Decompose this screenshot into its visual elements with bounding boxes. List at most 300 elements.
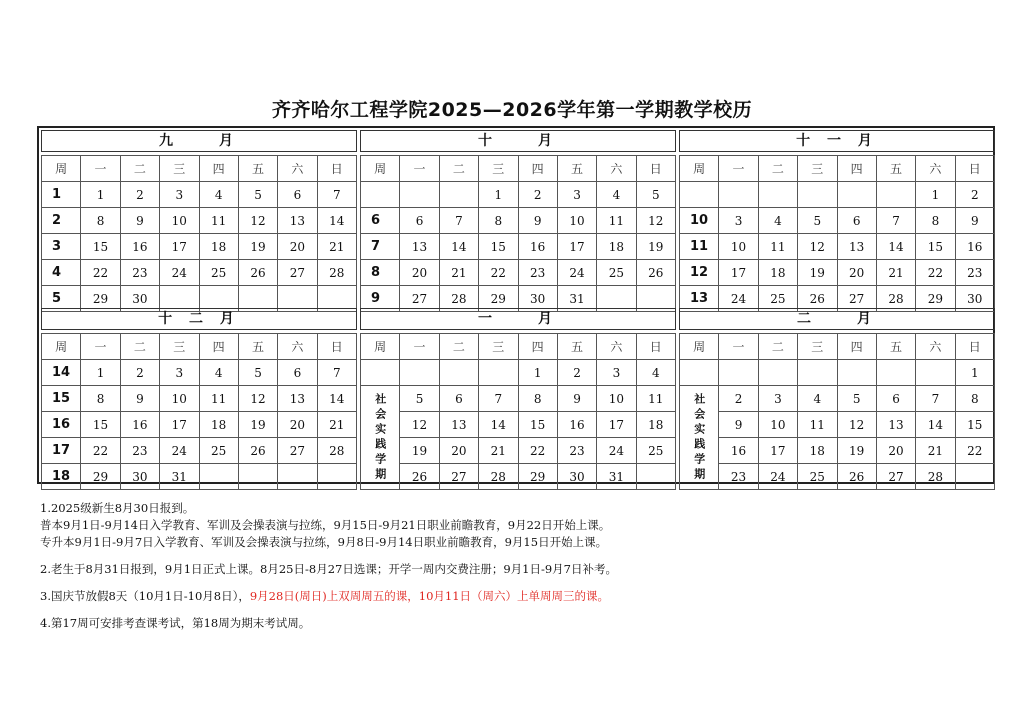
day-cell: 24 — [758, 464, 797, 490]
day-cell — [876, 182, 915, 208]
weekday-header: 二 — [439, 156, 478, 182]
month-block-jan — [358, 306, 678, 484]
note-3 — [40, 588, 1000, 605]
week-row — [42, 360, 357, 386]
day-cell: 28 — [876, 286, 915, 312]
day-cell: 16 — [557, 412, 596, 438]
day-cell: 2 — [719, 386, 758, 412]
day-cell: 15 — [518, 412, 557, 438]
day-cell: 19 — [837, 438, 876, 464]
week-row — [42, 464, 357, 490]
month-header: 十 一 月 — [679, 130, 995, 152]
day-cell: 27 — [278, 260, 317, 286]
weekday-header-row — [680, 334, 995, 360]
day-cell — [719, 182, 758, 208]
day-cell: 30 — [955, 286, 994, 312]
weekday-header: 周 — [361, 334, 400, 360]
day-cell: 15 — [81, 234, 120, 260]
day-cell: 20 — [876, 438, 915, 464]
week-row — [42, 182, 357, 208]
day-cell: 7 — [317, 182, 356, 208]
day-cell: 9 — [955, 208, 994, 234]
day-cell: 21 — [479, 438, 518, 464]
weekday-header: 一 — [400, 334, 439, 360]
day-cell: 20 — [278, 412, 317, 438]
day-cell: 5 — [400, 386, 439, 412]
day-cell: 3 — [597, 360, 636, 386]
day-cell: 12 — [636, 208, 675, 234]
day-cell: 13 — [278, 386, 317, 412]
day-cell: 8 — [479, 208, 518, 234]
day-cell: 26 — [636, 260, 675, 286]
weekday-header: 周 — [42, 334, 81, 360]
month-table — [41, 155, 357, 312]
weekday-header: 日 — [317, 334, 356, 360]
notes — [40, 500, 1000, 632]
day-cell: 7 — [317, 360, 356, 386]
month-block-dec — [39, 306, 359, 484]
weekday-header: 一 — [400, 156, 439, 182]
weekday-header: 一 — [719, 156, 758, 182]
weekday-header: 四 — [199, 156, 238, 182]
day-cell: 19 — [798, 260, 837, 286]
day-cell: 21 — [876, 260, 915, 286]
day-cell: 17 — [160, 234, 199, 260]
day-cell: 2 — [518, 182, 557, 208]
weekday-header: 六 — [278, 334, 317, 360]
weekday-header: 周 — [680, 334, 719, 360]
weekday-header: 五 — [238, 334, 277, 360]
day-cell: 31 — [597, 464, 636, 490]
day-cell: 31 — [160, 464, 199, 490]
day-cell: 21 — [317, 412, 356, 438]
week-number: 15 — [42, 386, 81, 412]
day-cell — [837, 182, 876, 208]
month-block-nov — [677, 128, 997, 306]
day-cell — [758, 360, 797, 386]
weekday-header: 三 — [160, 156, 199, 182]
day-cell: 14 — [916, 412, 955, 438]
day-cell — [439, 360, 478, 386]
day-cell: 14 — [439, 234, 478, 260]
week-number: 6 — [361, 208, 400, 234]
day-cell: 15 — [81, 412, 120, 438]
day-cell: 24 — [160, 438, 199, 464]
day-cell: 11 — [636, 386, 675, 412]
weekday-header: 三 — [479, 334, 518, 360]
week-number: 1 — [42, 182, 81, 208]
weekday-header: 周 — [680, 156, 719, 182]
day-cell: 13 — [439, 412, 478, 438]
note-3-highlight: 9月28日(周日)上双周周五的课，10月11日（周六）上单周周三的课。 — [249, 589, 610, 603]
day-cell — [400, 360, 439, 386]
week-row — [361, 360, 676, 386]
month-header: 一 月 — [360, 308, 676, 330]
week-number: 2 — [42, 208, 81, 234]
day-cell: 30 — [120, 464, 159, 490]
day-cell: 1 — [955, 360, 994, 386]
weekday-header: 六 — [916, 334, 955, 360]
day-cell: 14 — [317, 208, 356, 234]
day-cell: 7 — [876, 208, 915, 234]
day-cell: 12 — [238, 386, 277, 412]
day-cell: 21 — [317, 234, 356, 260]
week-number: 5 — [42, 286, 81, 312]
week-row — [680, 438, 995, 464]
day-cell: 3 — [160, 360, 199, 386]
day-cell: 23 — [120, 438, 159, 464]
weekday-header: 一 — [81, 334, 120, 360]
day-cell: 24 — [557, 260, 596, 286]
week-row — [42, 412, 357, 438]
week-row — [680, 234, 995, 260]
day-cell: 29 — [81, 464, 120, 490]
note-3-text: 3.国庆节放假8天（10月1日-10月8日）， — [40, 589, 250, 603]
day-cell: 17 — [557, 234, 596, 260]
month-header: 九 月 — [41, 130, 357, 152]
note-2: 2.老生于8月31日报到，9月1日正式上课。8月25日-8月27日选课；开学一周内交费注册；9月1日-9月7日补考。 — [40, 562, 617, 576]
day-cell: 13 — [876, 412, 915, 438]
day-cell: 29 — [81, 286, 120, 312]
day-cell: 9 — [518, 208, 557, 234]
day-cell: 24 — [719, 286, 758, 312]
day-cell: 18 — [758, 260, 797, 286]
day-cell: 27 — [876, 464, 915, 490]
day-cell: 15 — [955, 412, 994, 438]
weekday-header: 五 — [876, 156, 915, 182]
day-cell — [955, 464, 994, 490]
day-cell: 11 — [798, 412, 837, 438]
weekday-header: 二 — [758, 334, 797, 360]
day-cell: 16 — [955, 234, 994, 260]
day-cell: 26 — [238, 260, 277, 286]
day-cell: 17 — [719, 260, 758, 286]
day-cell: 26 — [238, 438, 277, 464]
month-table — [41, 333, 357, 490]
day-cell: 14 — [876, 234, 915, 260]
week-row — [680, 412, 995, 438]
day-cell: 3 — [557, 182, 596, 208]
weekday-header-row — [42, 334, 357, 360]
weekday-header: 三 — [798, 156, 837, 182]
day-cell: 8 — [81, 386, 120, 412]
week-number: 13 — [680, 286, 719, 312]
day-cell: 16 — [120, 412, 159, 438]
day-cell: 5 — [238, 182, 277, 208]
week-row — [361, 438, 676, 464]
day-cell — [798, 182, 837, 208]
week-row — [361, 386, 676, 412]
week-number: 9 — [361, 286, 400, 312]
day-cell: 3 — [719, 208, 758, 234]
month-header: 十 二 月 — [41, 308, 357, 330]
month-table — [679, 333, 995, 490]
week-number: 10 — [680, 208, 719, 234]
day-cell: 5 — [238, 360, 277, 386]
day-cell — [238, 464, 277, 490]
month-table — [360, 155, 676, 312]
day-cell: 23 — [120, 260, 159, 286]
day-cell: 1 — [916, 182, 955, 208]
week-row — [42, 234, 357, 260]
day-cell — [400, 182, 439, 208]
week-number — [361, 360, 400, 386]
week-row — [42, 260, 357, 286]
month-table — [679, 155, 995, 312]
weekday-header: 日 — [317, 156, 356, 182]
day-cell — [636, 464, 675, 490]
week-number: 12 — [680, 260, 719, 286]
month-block-oct — [358, 128, 678, 306]
weekday-header: 三 — [160, 334, 199, 360]
day-cell: 22 — [81, 260, 120, 286]
day-cell: 11 — [597, 208, 636, 234]
day-cell: 20 — [278, 234, 317, 260]
week-row — [680, 182, 995, 208]
day-cell: 24 — [160, 260, 199, 286]
week-row — [361, 234, 676, 260]
day-cell — [278, 464, 317, 490]
month-block-sep — [39, 128, 359, 306]
week-number: 7 — [361, 234, 400, 260]
day-cell: 9 — [557, 386, 596, 412]
weekday-header: 五 — [557, 334, 596, 360]
day-cell: 13 — [278, 208, 317, 234]
day-cell: 6 — [278, 360, 317, 386]
day-cell — [916, 360, 955, 386]
day-cell: 4 — [597, 182, 636, 208]
day-cell: 13 — [837, 234, 876, 260]
weekday-header: 二 — [439, 334, 478, 360]
day-cell: 16 — [719, 438, 758, 464]
day-cell: 23 — [518, 260, 557, 286]
day-cell: 26 — [798, 286, 837, 312]
weekday-header: 日 — [955, 334, 994, 360]
day-cell: 14 — [317, 386, 356, 412]
weekday-header: 四 — [837, 156, 876, 182]
day-cell: 3 — [758, 386, 797, 412]
weekday-header: 三 — [798, 334, 837, 360]
week-row — [680, 360, 995, 386]
week-number: 4 — [42, 260, 81, 286]
day-cell: 8 — [81, 208, 120, 234]
weekday-header: 六 — [597, 156, 636, 182]
day-cell: 22 — [479, 260, 518, 286]
day-cell: 10 — [719, 234, 758, 260]
day-cell: 18 — [636, 412, 675, 438]
day-cell: 11 — [758, 234, 797, 260]
day-cell: 10 — [758, 412, 797, 438]
week-row — [361, 464, 676, 490]
day-cell — [317, 464, 356, 490]
weekday-header: 二 — [120, 334, 159, 360]
day-cell: 9 — [120, 208, 159, 234]
weekday-header-row — [680, 156, 995, 182]
day-cell: 7 — [916, 386, 955, 412]
day-cell: 14 — [479, 412, 518, 438]
weekday-header: 五 — [557, 156, 596, 182]
day-cell: 6 — [837, 208, 876, 234]
weekday-header-row — [361, 334, 676, 360]
week-number: 8 — [361, 260, 400, 286]
day-cell: 19 — [238, 412, 277, 438]
day-cell: 1 — [518, 360, 557, 386]
month-block-feb — [677, 306, 997, 484]
day-cell: 4 — [199, 182, 238, 208]
day-cell: 30 — [518, 286, 557, 312]
day-cell: 17 — [758, 438, 797, 464]
weekday-header: 周 — [361, 156, 400, 182]
day-cell: 28 — [439, 286, 478, 312]
day-cell: 5 — [798, 208, 837, 234]
weekday-header: 四 — [518, 334, 557, 360]
day-cell: 8 — [518, 386, 557, 412]
day-cell: 6 — [278, 182, 317, 208]
day-cell: 9 — [719, 412, 758, 438]
week-row — [361, 260, 676, 286]
day-cell: 28 — [479, 464, 518, 490]
day-cell: 4 — [636, 360, 675, 386]
day-cell: 18 — [199, 412, 238, 438]
weekday-header-row — [361, 156, 676, 182]
calendar-grid — [37, 126, 995, 484]
day-cell: 15 — [479, 234, 518, 260]
week-row — [42, 208, 357, 234]
day-cell: 8 — [916, 208, 955, 234]
month-header: 二 月 — [679, 308, 995, 330]
weekday-header: 日 — [636, 334, 675, 360]
day-cell: 6 — [400, 208, 439, 234]
weekday-header: 日 — [955, 156, 994, 182]
day-cell: 23 — [719, 464, 758, 490]
day-cell — [199, 464, 238, 490]
month-table — [360, 333, 676, 490]
day-cell: 24 — [597, 438, 636, 464]
week-number: 14 — [42, 360, 81, 386]
week-row — [361, 412, 676, 438]
week-number: 11 — [680, 234, 719, 260]
day-cell: 22 — [955, 438, 994, 464]
weekday-header: 四 — [199, 334, 238, 360]
day-cell — [837, 360, 876, 386]
day-cell: 21 — [439, 260, 478, 286]
day-cell: 4 — [758, 208, 797, 234]
day-cell: 15 — [916, 234, 955, 260]
weekday-header: 五 — [876, 334, 915, 360]
day-cell: 18 — [597, 234, 636, 260]
weekday-header: 日 — [636, 156, 675, 182]
day-cell: 7 — [479, 386, 518, 412]
day-cell: 16 — [120, 234, 159, 260]
week-row — [680, 386, 995, 412]
note-1-line2: 普本9月1日-9月14日入学教育、军训及会操表演与拉练，9月15日-9月21日职业前瞻教育，9月22日开始上课。 — [40, 518, 611, 532]
day-cell: 3 — [160, 182, 199, 208]
weekday-header: 周 — [42, 156, 81, 182]
day-cell: 25 — [199, 438, 238, 464]
day-cell: 11 — [199, 208, 238, 234]
day-cell — [876, 360, 915, 386]
weekday-header: 二 — [758, 156, 797, 182]
day-cell: 1 — [81, 182, 120, 208]
day-cell: 29 — [518, 464, 557, 490]
day-cell: 2 — [120, 360, 159, 386]
day-cell: 25 — [758, 286, 797, 312]
week-number: 18 — [42, 464, 81, 490]
day-cell: 10 — [597, 386, 636, 412]
day-cell: 12 — [238, 208, 277, 234]
day-cell: 27 — [837, 286, 876, 312]
day-cell: 12 — [798, 234, 837, 260]
weekday-header: 二 — [120, 156, 159, 182]
day-cell: 12 — [837, 412, 876, 438]
day-cell: 19 — [238, 234, 277, 260]
day-cell: 23 — [557, 438, 596, 464]
day-cell: 9 — [120, 386, 159, 412]
week-number — [680, 360, 719, 386]
note-1-line3: 专升本9月1日-9月7日入学教育、军训及会操表演与拉练，9月8日-9月14日职业前瞻教育，9月15日开始上课。 — [40, 535, 608, 549]
week-number: 17 — [42, 438, 81, 464]
day-cell: 23 — [955, 260, 994, 286]
day-cell: 12 — [400, 412, 439, 438]
day-cell: 2 — [557, 360, 596, 386]
day-cell: 20 — [400, 260, 439, 286]
day-cell: 20 — [837, 260, 876, 286]
day-cell: 19 — [636, 234, 675, 260]
weekday-header: 一 — [81, 156, 120, 182]
note-4: 4.第17周可安排考查课考试，第18周为期末考试周。 — [40, 616, 311, 630]
weekday-header: 五 — [238, 156, 277, 182]
day-cell: 22 — [518, 438, 557, 464]
day-cell: 18 — [798, 438, 837, 464]
day-cell — [798, 360, 837, 386]
week-number — [361, 182, 400, 208]
day-cell: 2 — [120, 182, 159, 208]
day-cell: 16 — [518, 234, 557, 260]
weekday-header: 三 — [479, 156, 518, 182]
day-cell: 27 — [278, 438, 317, 464]
day-cell: 25 — [636, 438, 675, 464]
month-header: 十 月 — [360, 130, 676, 152]
day-cell: 4 — [199, 360, 238, 386]
weekday-header: 一 — [719, 334, 758, 360]
day-cell: 20 — [439, 438, 478, 464]
day-cell: 1 — [479, 182, 518, 208]
week-row — [42, 386, 357, 412]
day-cell: 13 — [400, 234, 439, 260]
day-cell: 1 — [81, 360, 120, 386]
weekday-header: 六 — [916, 156, 955, 182]
page-title: 齐齐哈尔工程学院2025—2026学年第一学期教学校历 — [271, 99, 753, 121]
week-row — [361, 182, 676, 208]
day-cell: 26 — [837, 464, 876, 490]
day-cell: 31 — [557, 286, 596, 312]
day-cell: 26 — [400, 464, 439, 490]
week-row — [680, 208, 995, 234]
day-cell: 2 — [955, 182, 994, 208]
day-cell: 7 — [439, 208, 478, 234]
day-cell: 30 — [557, 464, 596, 490]
day-cell: 21 — [916, 438, 955, 464]
week-row — [680, 260, 995, 286]
day-cell: 5 — [837, 386, 876, 412]
day-cell: 30 — [120, 286, 159, 312]
week-number: 16 — [42, 412, 81, 438]
day-cell — [439, 182, 478, 208]
day-cell — [758, 182, 797, 208]
day-cell: 4 — [798, 386, 837, 412]
day-cell: 18 — [199, 234, 238, 260]
day-cell: 17 — [597, 412, 636, 438]
